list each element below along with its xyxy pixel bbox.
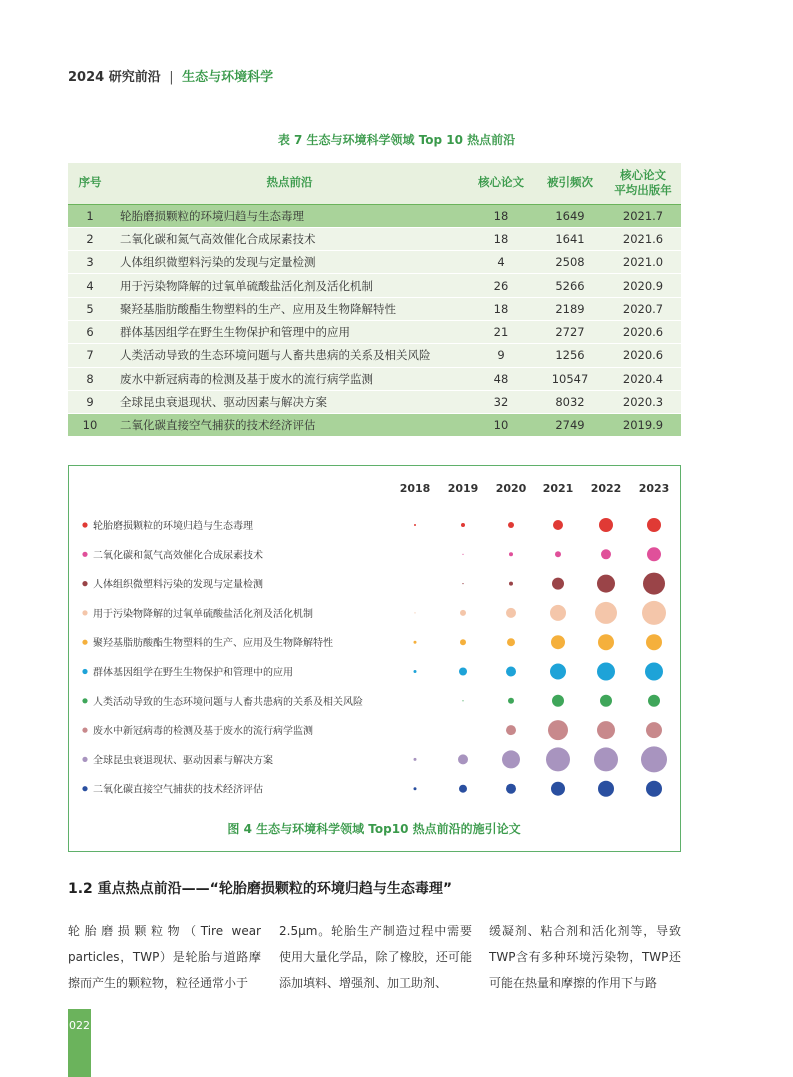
- cell-topic: 全球昆虫衰退现状、驱动因素与解决方案: [112, 390, 467, 413]
- cell-citations: 2189: [535, 297, 605, 320]
- col-header-rank: 序号: [68, 163, 112, 204]
- legend-dot: [82, 522, 87, 527]
- cell-citations: 1649: [535, 204, 605, 227]
- bubble-point: [597, 721, 615, 739]
- bubble-point: [414, 787, 417, 790]
- cell-topic: 人类活动导致的生态环境问题与人畜共患病的关系及相关风险: [112, 344, 467, 367]
- bubble-point: [508, 698, 514, 704]
- section-title: 1.2 重点热点前沿——“轮胎磨损颗粒的环境归趋与生态毒理”: [68, 881, 453, 897]
- bubble-point: [595, 602, 617, 624]
- col-header-mean-year-line1: 核心论文: [620, 167, 666, 182]
- bubble-point: [552, 695, 564, 707]
- table-title: 表 7 生态与环境科学领域 Top 10 热点前沿: [277, 133, 516, 147]
- legend-dot: [82, 757, 87, 762]
- bubble-point: [648, 695, 660, 707]
- bubble-point: [598, 781, 614, 797]
- legend-label: 人体组织微塑料污染的发现与定量检测: [93, 579, 263, 591]
- table-row: [68, 344, 681, 367]
- legend-label: 聚羟基脂肪酸酯生物塑料的生产、应用及生物降解特性: [93, 638, 333, 650]
- legend-dot: [82, 698, 87, 703]
- cell-rank: 5: [68, 297, 112, 320]
- bubble-point: [462, 583, 463, 584]
- cell-mean-year: 2021.6: [605, 227, 681, 250]
- cell-mean-year: 2020.6: [605, 344, 681, 367]
- bubble-point: [550, 664, 566, 680]
- cell-topic: 轮胎磨损颗粒的环境归趋与生态毒理: [112, 204, 467, 227]
- legend-label: 二氧化碳直接空气捕获的技术经济评估: [93, 784, 263, 796]
- cell-rank: 1: [68, 204, 112, 227]
- hot-fronts-table: [68, 163, 681, 437]
- bubble-point: [645, 663, 663, 681]
- bubble-point: [509, 552, 513, 556]
- col-header-core-papers: 核心论文: [467, 163, 535, 204]
- bubble-point: [459, 785, 467, 793]
- cell-rank: 4: [68, 274, 112, 297]
- cell-mean-year: 2021.0: [605, 251, 681, 274]
- legend-label: 废水中新冠病毒的检测及基于废水的流行病学监测: [93, 726, 313, 738]
- header-year-title: 2024 研究前沿: [68, 70, 161, 85]
- bubble-point: [643, 573, 665, 595]
- body-text-col1: 轮胎磨损颗粒物（Tire wear particles，TWP）是轮胎与道路摩擦而产生的颗粒物，粒径通常小于: [68, 924, 261, 990]
- body-text-col2: 2.5μm。轮胎生产制造过程中需要使用大量化学品，除了橡胶，还可能添加填料、增强剂、加工助剂、: [279, 924, 472, 990]
- bubble-point: [458, 754, 468, 764]
- bubble-point: [646, 722, 662, 738]
- cell-core-papers: 48: [467, 367, 535, 390]
- col-header-mean-year: [605, 163, 681, 204]
- bubble-point: [642, 601, 666, 625]
- cell-core-papers: 32: [467, 390, 535, 413]
- cell-citations: 1641: [535, 227, 605, 250]
- bubble-point: [462, 700, 463, 701]
- cell-topic: 用于污染物降解的过氧单硫酸盐活化剂及活化机制: [112, 274, 467, 297]
- cell-core-papers: 9: [467, 344, 535, 367]
- cell-core-papers: 26: [467, 274, 535, 297]
- cell-rank: 10: [68, 414, 112, 437]
- bubble-point: [506, 725, 516, 735]
- cell-rank: 9: [68, 390, 112, 413]
- header-separator: |: [169, 70, 174, 85]
- bubble-point: [414, 670, 417, 673]
- bubble-point: [551, 782, 565, 796]
- bubble-point: [509, 582, 513, 586]
- bubble-point: [599, 518, 613, 532]
- cell-mean-year: 2020.4: [605, 367, 681, 390]
- cell-mean-year: 2019.9: [605, 414, 681, 437]
- bubble-point: [546, 747, 570, 771]
- cell-mean-year: 2020.6: [605, 320, 681, 343]
- bubble-point: [460, 639, 466, 645]
- bubble-point: [646, 634, 662, 650]
- cell-core-papers: 4: [467, 251, 535, 274]
- bubble-point: [601, 549, 611, 559]
- table-row: [68, 204, 681, 227]
- legend-dot: [82, 786, 87, 791]
- col-header-topic: 热点前沿: [112, 163, 467, 204]
- bubble-point: [598, 634, 614, 650]
- figure-caption: 图 4 生态与环境科学领域 Top10 热点前沿的施引论文: [227, 822, 521, 836]
- cell-citations: 8032: [535, 390, 605, 413]
- x-tick-label: 2019: [447, 482, 479, 495]
- cell-citations: 2749: [535, 414, 605, 437]
- cell-topic: 群体基因组学在野生生物保护和管理中的应用: [112, 320, 467, 343]
- col-header-mean-year-line2: 平均出版年: [614, 183, 672, 198]
- table-row: [68, 251, 681, 274]
- bubble-point: [553, 520, 563, 530]
- bubble-point: [508, 522, 514, 528]
- cell-core-papers: 18: [467, 297, 535, 320]
- header-subtitle: 生态与环境科学: [182, 70, 274, 85]
- legend-dot: [82, 581, 87, 586]
- x-tick-label: 2018: [399, 482, 431, 495]
- bubble-point: [461, 523, 465, 527]
- legend-dot: [82, 640, 87, 645]
- bubble-point: [597, 575, 615, 593]
- legend-label: 用于污染物降解的过氧单硫酸盐活化剂及活化机制: [93, 608, 313, 620]
- cell-citations: 2727: [535, 320, 605, 343]
- page-number: 022: [69, 1019, 90, 1032]
- bubble-point: [414, 524, 416, 526]
- bubble-point: [507, 638, 515, 646]
- bubble-point: [551, 635, 565, 649]
- bubble-point: [548, 720, 568, 740]
- running-header: [68, 66, 273, 85]
- bubble-point: [459, 668, 467, 676]
- bubble-point: [641, 746, 667, 772]
- bubble-point: [414, 758, 417, 761]
- bubble-point: [462, 554, 463, 555]
- table-row: [68, 227, 681, 250]
- legend-dot: [82, 610, 87, 615]
- cell-core-papers: 18: [467, 227, 535, 250]
- cell-rank: 7: [68, 344, 112, 367]
- bubble-point: [506, 667, 516, 677]
- cell-topic: 废水中新冠病毒的检测及基于废水的流行病学监测: [112, 367, 467, 390]
- bubble-point: [460, 610, 466, 616]
- bubble-point: [594, 747, 618, 771]
- cell-core-papers: 18: [467, 204, 535, 227]
- cell-rank: 6: [68, 320, 112, 343]
- bubble-point: [506, 608, 516, 618]
- cell-core-papers: 21: [467, 320, 535, 343]
- bubble-point: [646, 781, 662, 797]
- cell-core-papers: 10: [467, 414, 535, 437]
- cell-citations: 2508: [535, 251, 605, 274]
- cell-topic: 二氧化碳直接空气捕获的技术经济评估: [112, 414, 467, 437]
- legend-label: 二氧化碳和氮气高效催化合成尿素技术: [93, 550, 263, 562]
- bubble-point: [647, 518, 661, 532]
- bubble-chart: [69, 466, 680, 851]
- cell-citations: 1256: [535, 344, 605, 367]
- cell-mean-year: 2021.7: [605, 204, 681, 227]
- table-row: [68, 274, 681, 297]
- bubble-point: [550, 605, 566, 621]
- col-header-citations: 被引频次: [535, 163, 605, 204]
- cell-mean-year: 2020.3: [605, 390, 681, 413]
- legend-dot: [82, 728, 87, 733]
- bubble-point: [414, 612, 415, 613]
- table-row: [68, 414, 681, 437]
- table-row: [68, 297, 681, 320]
- cell-citations: 10547: [535, 367, 605, 390]
- cell-rank: 2: [68, 227, 112, 250]
- table-row: [68, 320, 681, 343]
- cell-topic: 人体组织微塑料污染的发现与定量检测: [112, 251, 467, 274]
- table-row: [68, 390, 681, 413]
- bubble-point: [414, 641, 417, 644]
- bubble-point: [600, 695, 612, 707]
- table-header-row: [68, 163, 681, 204]
- x-tick-label: 2023: [638, 482, 670, 495]
- cell-mean-year: 2020.9: [605, 274, 681, 297]
- cell-topic: 二氧化碳和氮气高效催化合成尿素技术: [112, 227, 467, 250]
- body-text-col3: 缓凝剂、粘合剂和活化剂等，导致TWP含有多种环境污染物，TWP还可能在热量和摩擦的作用下与路: [489, 924, 681, 990]
- bubble-point: [552, 578, 564, 590]
- x-tick-label: 2021: [542, 482, 574, 495]
- cell-rank: 3: [68, 251, 112, 274]
- bubble-point: [555, 551, 561, 557]
- legend-dot: [82, 552, 87, 557]
- x-tick-label: 2020: [495, 482, 527, 495]
- table-row: [68, 367, 681, 390]
- cell-topic: 聚羟基脂肪酸酯生物塑料的生产、应用及生物降解特性: [112, 297, 467, 320]
- cell-mean-year: 2020.7: [605, 297, 681, 320]
- legend-label: 全球昆虫衰退现状、驱动因素与解决方案: [93, 755, 273, 767]
- legend-label: 轮胎磨损颗粒的环境归趋与生态毒理: [93, 521, 253, 532]
- legend-label: 群体基因组学在野生生物保护和管理中的应用: [93, 667, 293, 679]
- bubble-point: [506, 784, 516, 794]
- bubble-point: [647, 547, 661, 561]
- cell-citations: 5266: [535, 274, 605, 297]
- bubble-point: [597, 663, 615, 681]
- bubble-point: [502, 750, 520, 768]
- legend-label: 人类活动导致的生态环境问题与人畜共患病的关系及相关风险: [93, 696, 363, 708]
- bubble-chart-figure: [68, 465, 681, 852]
- x-tick-label: 2022: [590, 482, 622, 495]
- legend-dot: [82, 669, 87, 674]
- cell-rank: 8: [68, 367, 112, 390]
